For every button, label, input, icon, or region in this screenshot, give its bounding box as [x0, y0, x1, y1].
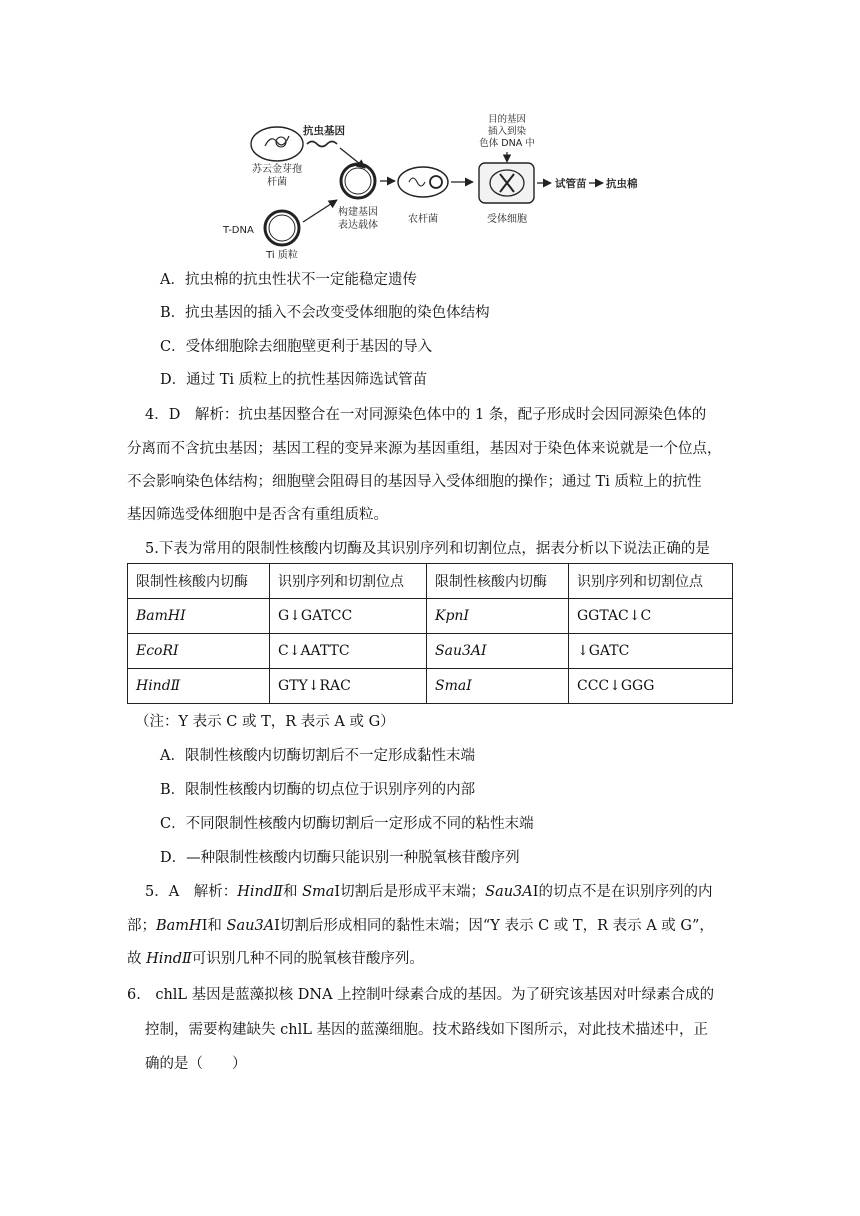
- table-cell: ↓GATC: [569, 634, 733, 669]
- seedling-label: 试管苗: [555, 178, 587, 190]
- q5-option-a: A．限制性核酸内切酶切割后不一定形成黏性末端: [160, 748, 475, 764]
- cotton-label: 抗虫棉: [606, 178, 638, 190]
- table-header-row: [128, 564, 733, 599]
- q4-option-a: A．抗虫棉的抗虫性状不一定能稳定遗传: [160, 272, 417, 288]
- q5-answer-line: 部；BamHⅠ和 Sau3AⅠ切割后形成相同的黏性末端；因“Y 表示 C 或 T，R 表示 A 或 G”，: [127, 918, 714, 934]
- gene-fragment-icon: [307, 142, 337, 147]
- table-cell: EcoRⅠ: [128, 634, 270, 669]
- q4-answer-line: 分离而不含抗虫基因；基因工程的变异来源为基因重组，基因对于染色体来说就是一个位点，: [127, 441, 722, 457]
- q5-answer-line: 5．A 解析：HindⅡ和 SmaⅠ切割后是形成平末端；Sau3AⅠ的切点不是在识别序列的内: [145, 884, 713, 900]
- bt-label: 苏云金芽孢杆菌: [252, 164, 302, 188]
- table-cell: Sau3AⅠ: [427, 634, 569, 669]
- agro-label: 农杆菌: [408, 214, 438, 225]
- table-cell: HindⅡ: [128, 669, 270, 704]
- agrobacterium-icon: [398, 167, 448, 197]
- recipient-cell-icon: [479, 163, 534, 203]
- table-cell: CCC↓GGG: [569, 669, 733, 704]
- q4-option-d: D．通过 Ti 质粒上的抗性基因筛选试管苗: [160, 372, 428, 388]
- tdna-label: T-DNA: [223, 225, 254, 236]
- q4-option-b: B．抗虫基因的插入不会改变受体细胞的染色体结构: [160, 305, 490, 321]
- table-header: 识别序列和切割位点: [569, 564, 733, 599]
- q4-answer-line: 4．D 解析：抗虫基因整合在一对同源染色体中的 1 条，配子形成时会因同源染色体的: [145, 407, 707, 423]
- table-header: 限制性核酸内切酶: [128, 564, 270, 599]
- table-header: 限制性核酸内切酶: [427, 564, 569, 599]
- transgenic-cotton-diagram: [215, 110, 655, 260]
- ti-label: Ti 质粒: [266, 250, 298, 260]
- vector-label: 构建基因表达载体: [338, 207, 378, 231]
- q6-stem-line: 控制，需要构建缺失 chlL 基因的蓝藻细胞。技术路线如下图所示，对此技术描述中，正: [145, 1022, 708, 1038]
- target-insert-label: 目的基因插入到染色体 DNA 中: [479, 114, 535, 149]
- table-cell: SmaⅠ: [427, 669, 569, 704]
- table-cell: BamHⅠ: [128, 599, 270, 634]
- q5-stem: 5.下表为常用的限制性核酸内切酶及其识别序列和切割位点，据表分析以下说法正确的是: [145, 541, 710, 557]
- insect-gene-label: 抗虫基因: [303, 125, 345, 137]
- table-row: [128, 634, 733, 669]
- table-cell: G↓GATCC: [270, 599, 427, 634]
- q5-note: （注：Y 表示 C 或 T，R 表示 A 或 G）: [135, 714, 395, 730]
- table-row: [128, 599, 733, 634]
- q5-answer-line: 故 HindⅡ可识别几种不同的脱氧核苷酸序列。: [127, 951, 424, 967]
- q4-answer-line: 不会影响染色体结构；细胞壁会阻碍目的基因导入受体细胞的操作；通过 Ti 质粒上的抗性: [127, 474, 702, 490]
- recipient-label: 受体细胞: [487, 214, 527, 225]
- q5-option-b: B．限制性核酸内切酶的切点位于识别序列的内部: [160, 782, 476, 798]
- table-row: [128, 669, 733, 704]
- ti-plasmid-icon: [265, 211, 299, 245]
- q5-option-d: D．—种限制性核酸内切酶只能识别一种脱氧核苷酸序列: [160, 850, 520, 866]
- table-cell: KpnⅠ: [427, 599, 569, 634]
- q6-stem-line: 确的是（ ）: [145, 1056, 247, 1072]
- q6-stem-line: 6. chlL 基因是蓝藻拟核 DNA 上控制叶绿素合成的基因。为了研究该基因对叶绿素合成的: [127, 987, 715, 1003]
- q4-option-c: C．受体细胞除去细胞壁更利于基因的导入: [160, 339, 433, 355]
- table-header: 识别序列和切割位点: [270, 564, 427, 599]
- q4-answer-line: 基因筛选受体细胞中是否含有重组质粒。: [127, 507, 388, 523]
- bt-bacterium-icon: [251, 127, 303, 161]
- table-cell: C↓AATTC: [270, 634, 427, 669]
- table-cell: GTY↓RAC: [270, 669, 427, 704]
- q5-option-c: C．不同限制性核酸内切酶切割后一定形成不同的粘性末端: [160, 816, 534, 832]
- enzyme-table: [127, 563, 733, 704]
- table-cell: GGTAC↓C: [569, 599, 733, 634]
- expression-vector-icon: [341, 164, 375, 198]
